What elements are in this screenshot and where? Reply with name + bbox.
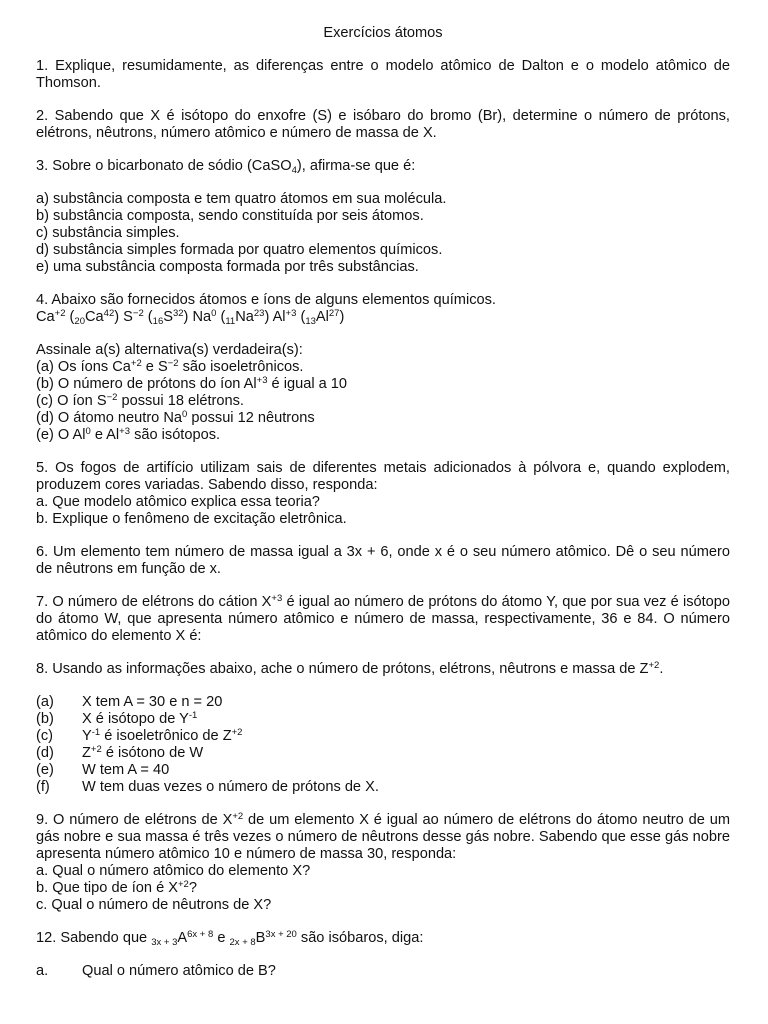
question-6: 6. Um elemento tem número de massa igual a 3x + 6, onde x é o seu número atômico. Dê o seu número de nêutrons em função de x. bbox=[36, 544, 730, 577]
question-12-item-a: a. Qual o número atômico de B? bbox=[36, 963, 276, 979]
question-3-option-b: b) substância composta, sendo constituída por seis átomos. bbox=[36, 208, 424, 224]
question-8: 8. Usando as informações abaixo, ache o número de prótons, elétrons, nêutrons e massa de $Z^{+2}$. bbox=[36, 660, 664, 677]
question-4-instruction: Assinale a(s) alternativa(s) verdadeira(s): bbox=[36, 342, 303, 358]
question-8-item-c: (c) $Y^{-1}$ é isoeletrônico de $Z^{+2}$ bbox=[36, 727, 243, 744]
question-4-species: $Ca^{+2}$ (20Ca$^{42}$) $S^{-2}$ $(16S^{32})$ Na$^0$ (11Na$^{23}$) $Al^{+3}$ (13Al$^{27}$) bbox=[36, 308, 345, 327]
question-5-item-b: b. Explique o fenômeno de excitação eletrônica. bbox=[36, 511, 347, 527]
question-9-item-b: b. Que tipo de íon é $X^{+2}$? bbox=[36, 879, 197, 896]
question-4-option-b: (b) O número de prótons do íon $Al^{+3}$ é igual a 10 bbox=[36, 375, 348, 392]
question-4-option-c: (c) O íon $S^{-2}$ possui 18 elétrons. bbox=[36, 392, 244, 409]
question-8-item-b: (b) X é isótopo de $Y^{-1}$ bbox=[36, 710, 198, 727]
document-title: Exercícios átomos bbox=[323, 25, 443, 41]
question-7: 7. O número de elétrons do cátion $X^{+3}$ é igual ao número de prótons do átomo Y, que por sua vez é isótopo do átomo W, que apresenta número atômico e número de massa, respectivamente, 36 e 84. O número atômico do elemento X é: bbox=[36, 593, 731, 644]
question-4-stem: 4. Abaixo são fornecidos átomos e íons de alguns elementos químicos. bbox=[36, 292, 496, 308]
question-8-items bbox=[36, 694, 730, 796]
question-4-option-d: (d) O átomo neutro Na$^0$ possui 12 nêutrons bbox=[36, 409, 315, 426]
question-2: 2. Sabendo que X é isótopo do enxofre (S) e isóbaro do bromo (Br), determine o número de prótons, elétrons, nêutrons, número atômico e número de massa de X. bbox=[36, 108, 730, 141]
question-5-stem: 5. Os fogos de artifício utilizam sais de diferentes metais adicionados à pólvora e, quando explodem, produzem cores variadas. Sabendo disso, responda: bbox=[36, 460, 730, 493]
question-1: 1. Explique, resumidamente, as diferenças entre o modelo atômico de Dalton e o modelo atômico de Thomson. bbox=[36, 58, 730, 91]
question-3-option-e: e) uma substância composta formada por três substâncias. bbox=[36, 259, 419, 275]
question-9-item-c: c. Qual o número de nêutrons de X? bbox=[36, 897, 272, 913]
question-8-item-f: (f) W tem duas vezes o número de prótons de X. bbox=[36, 779, 379, 795]
question-8-item-d: (d) $Z^{+2}$ é isótono de W bbox=[36, 744, 204, 761]
question-3-stem: 3. Sobre o bicarbonato de sódio (CaSO4), afirma-se que é: bbox=[36, 158, 416, 176]
question-4-option-e: (e) O Al$^0$ e $Al^{+3}$ são isótopos. bbox=[36, 426, 221, 443]
question-4 bbox=[36, 292, 730, 326]
question-9-item-a: a. Qual o número atômico do elemento X? bbox=[36, 863, 311, 879]
question-9-stem: 9. O número de elétrons de $X^{+2}$ de um elemento X é igual ao número de elétrons do átomo neutro de um gás nobre e sua massa é três vezes o número de nêutrons desse gás nobre. Sabendo que esse gás nobre apresenta número atômico 10 e número de massa 30, responda: bbox=[36, 811, 730, 862]
question-3-options bbox=[36, 191, 730, 276]
question-3 bbox=[36, 158, 730, 175]
question-12: 12. Sabendo que $3x + 3A^{6x + 8}$ e $2x + 8B^{3x + 20}$ são isóbaros, diga: bbox=[36, 929, 424, 948]
question-8-item-e: (e) W tem A = 40 bbox=[36, 762, 170, 778]
question-4-option-a: (a) Os íons $Ca^{+2}$ e $S^{-2}$ são isoeletrônicos. bbox=[36, 358, 304, 375]
question-4-options bbox=[36, 342, 730, 444]
question-9 bbox=[36, 812, 730, 914]
question-3-option-c: c) substância simples. bbox=[36, 225, 180, 241]
document-page bbox=[36, 25, 730, 996]
question-5 bbox=[36, 460, 730, 528]
question-3-option-d: d) substância simples formada por quatro elementos químicos. bbox=[36, 242, 443, 258]
question-3-option-a: a) substância composta e tem quatro átomos em sua molécula. bbox=[36, 191, 447, 207]
question-5-item-a: a. Que modelo atômico explica essa teoria? bbox=[36, 494, 320, 510]
question-12-items bbox=[36, 963, 730, 980]
question-8-item-a: (a) X tem A = 30 e n = 20 bbox=[36, 694, 223, 710]
